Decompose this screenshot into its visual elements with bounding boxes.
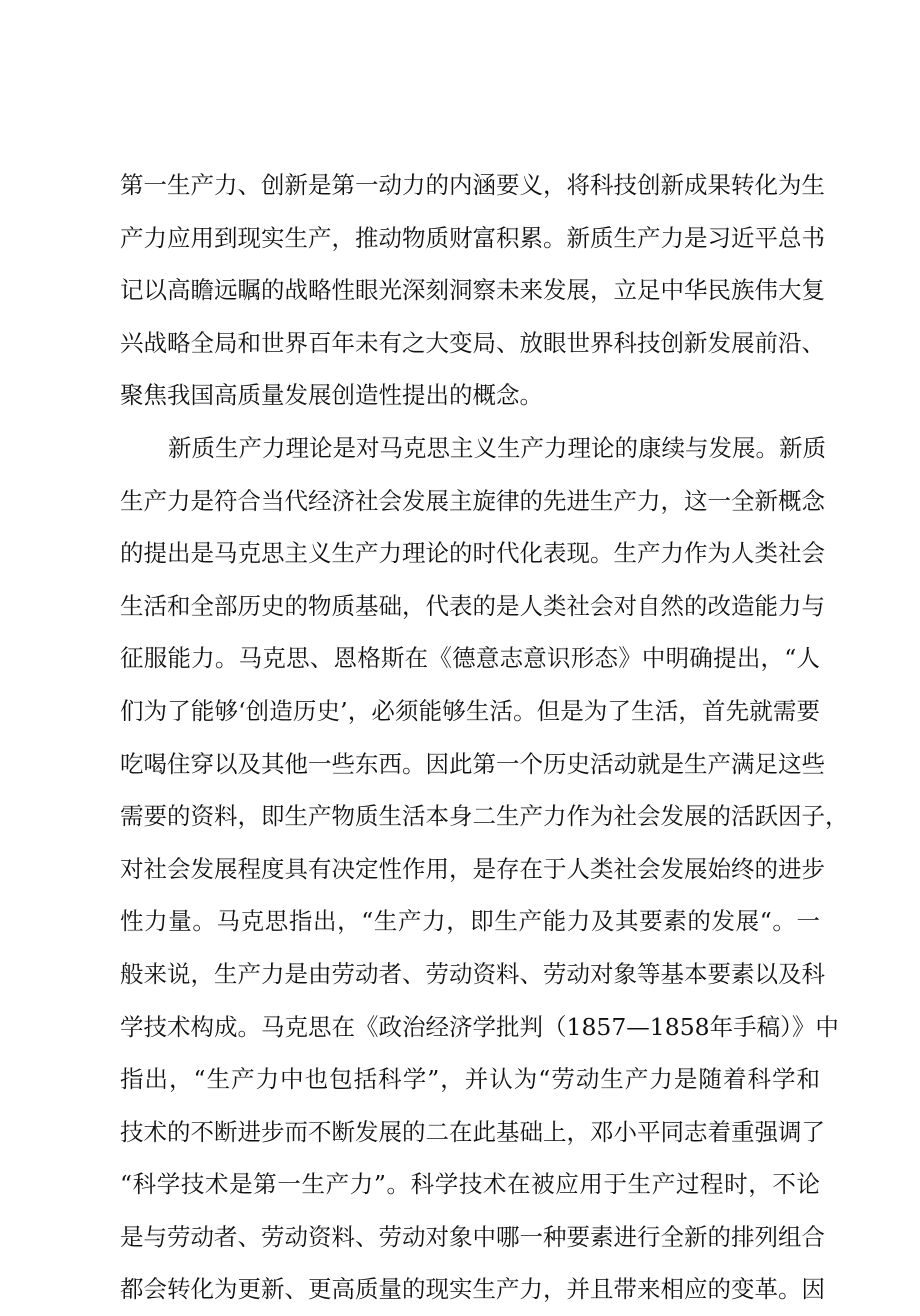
text-line: 生活和全部历史的物质基础，代表的是人类社会对自然的改造能力与 — [120, 591, 825, 620]
paragraph-2 — [120, 422, 849, 1316]
text-line: 记以高瞻远瞩的战略性眼光深刻洞察未来发展，立足中华民族伟大复 — [120, 276, 825, 305]
text-line: 都会转化为更新、更高质量的现实生产力，并且带来相应的变革。因 — [120, 1275, 825, 1304]
text-line: 需要的资料，即生产物质生活本身二生产力作为社会发展的活跃因子， — [120, 802, 849, 831]
text-line: 第一生产力、创新是第一动力的内涵要义，将科技创新成果转化为生 — [120, 171, 825, 199]
text-line: 技术的不断进步而不断发展的二在此基础上，邓小平同志着重强调了 — [120, 1117, 825, 1146]
text-line: 学技术构成。马克思在《政治经济学批判（1857—1858年手稿）》中 — [120, 1012, 839, 1041]
text-line: 生产力是符合当代经济社会发展主旋律的先进生产力，这一全新概念 — [120, 486, 825, 515]
text-line: 聚焦我国高质量发展创造性提出的概念。 — [120, 381, 543, 410]
text-line: 性力量。马克思指出，“生产力，即生产能力及其要素的发展“。一 — [120, 907, 820, 936]
text-line: 新质生产力理论是对马克思主义生产力理论的康续与发展。新质 — [168, 433, 826, 462]
text-line: 产力应用到现实生产，推动物质财富积累。新质生产力是习近平总书 — [120, 223, 825, 252]
paragraph-1 — [120, 159, 825, 422]
text-line: 兴战略全局和世界百年未有之大变局、放眼世界科技创新发展前沿、 — [120, 328, 825, 357]
text-line: 般来说，生产力是由劳动者、劳动资料、劳动对象等基本要素以及科 — [120, 959, 825, 988]
text-line: 征服能力。马克思、恩格斯在《德意志意识形态》中明确提出，“人 — [120, 644, 820, 673]
text-line: 的提出是马克思主义生产力理论的时代化表现。生产力作为人类社会 — [120, 539, 825, 568]
text-line: 指出，“生产力中也包括科学”，并认为“劳动生产力是随着科学和 — [120, 1065, 820, 1094]
text-line: 对社会发展程度具有决定性作用，是存在于人类社会发展始终的进步 — [120, 854, 825, 883]
body-text — [120, 159, 849, 1316]
text-line: 们为了能够‘创造历史’，必须能够生活。但是为了生活，首先就需要 — [120, 696, 820, 725]
text-line: “科学技术是第一生产力”。科学技术在被应用于生产过程时，不论 — [120, 1170, 820, 1199]
text-line: 是与劳动者、劳动资料、劳动对象中哪一种要素进行全新的排列组合 — [120, 1222, 825, 1251]
text-line: 吃喝住穿以及其他一些东西。因此第一个历史活动就是生产满足这些 — [120, 749, 825, 778]
